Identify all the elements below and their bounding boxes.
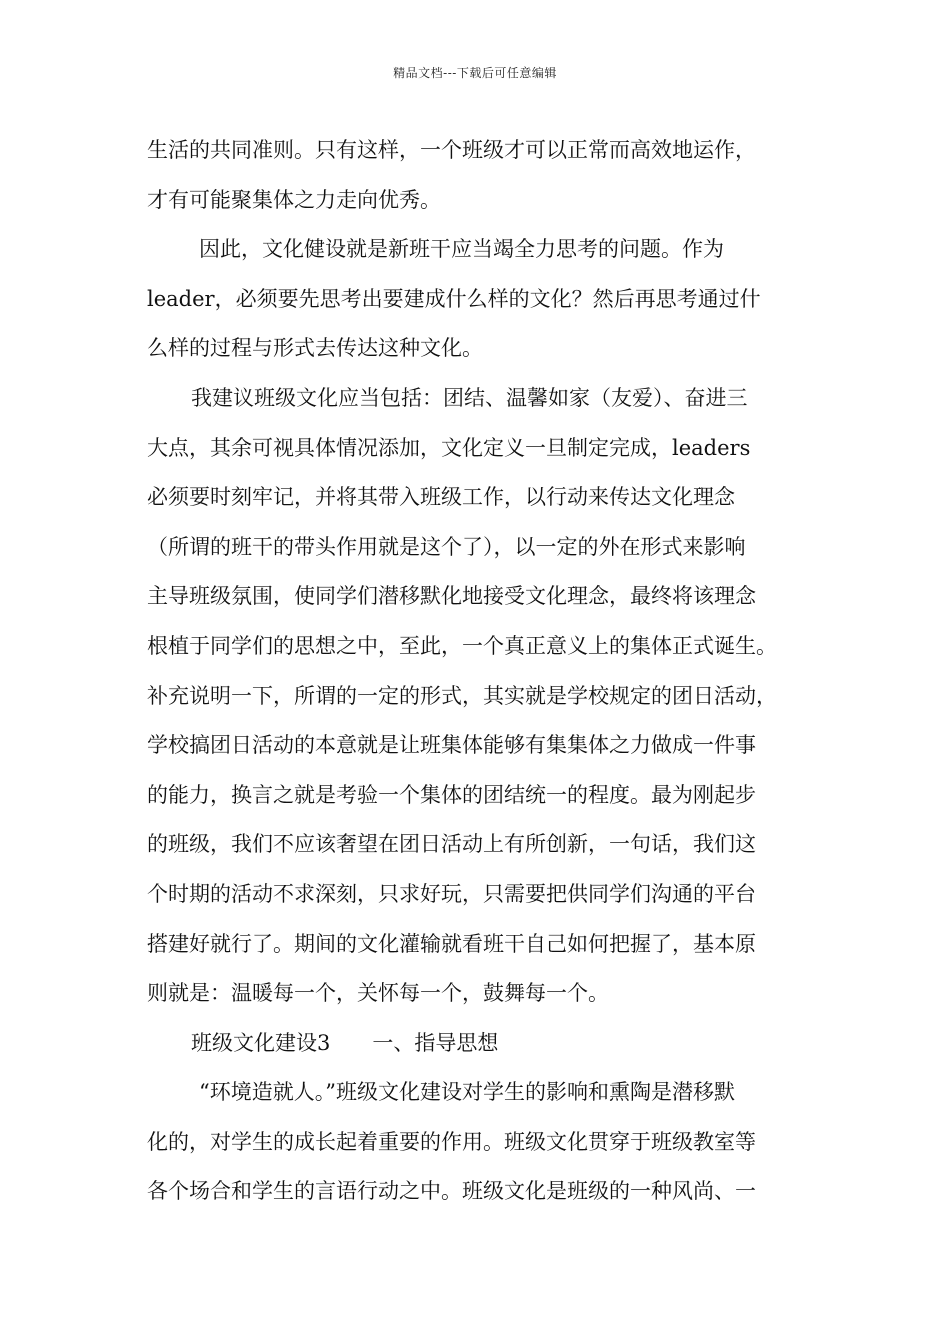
paragraph — [147, 126, 827, 225]
paragraph — [147, 1068, 827, 1217]
section-heading — [147, 1019, 827, 1069]
text-line: 必须要时刻牢记，并将其带入班级工作，以行动来传达文化理念 — [147, 485, 735, 510]
text-line: 么样的过程与形式去传达这种文化。 — [147, 336, 483, 361]
text-line: 学校搞团日活动的本意就是让班集体能够有集集体之力做成一件事 — [147, 733, 756, 758]
text-line: 则就是：温暖每一个，关怀每一个，鼓舞每一个。 — [147, 981, 609, 1006]
text-line: leader，必须要先思考出要建成什么样的文化？然后再思考通过什 — [147, 286, 761, 311]
text-line: 个时期的活动不求深刻，只求好玩，只需要把供同学们沟通的平台 — [147, 881, 756, 906]
page-header: 精品文档---下载后可任意编辑 — [393, 66, 557, 80]
text-line: 才有可能聚集体之力走向优秀。 — [147, 187, 441, 212]
text-line: 的班级，我们不应该奢望在团日活动上有所创新，一句话，我们这 — [147, 832, 756, 857]
text-line: 补充说明一下，所谓的一定的形式，其实就是学校规定的团日活动， — [147, 683, 777, 708]
section-subtitle: 一、指导思想 — [372, 1030, 499, 1055]
text-line: （所谓的班干的带头作用就是这个了），以一定的外在形式来影响 — [147, 534, 746, 559]
section-title: 班级文化建设3 — [191, 1030, 331, 1055]
text-line: “环境造就人。”班级文化建设对学生的影响和熏陶是潜移默 — [199, 1080, 735, 1105]
document-body — [147, 126, 827, 1217]
text-line: 根植于同学们的思想之中，至此，一个真正意义上的集体正式诞生。 — [147, 633, 777, 658]
text-line: 生活的共同准则。只有这样，一个班级才可以正常而高效地运作， — [147, 138, 756, 162]
paragraph — [147, 374, 827, 1019]
text-line: 主导班级氛围，使同学们潜移默化地接受文化理念，最终将该理念 — [147, 584, 756, 609]
text-line: 我建议班级文化应当包括：团结、温馨如家（友爱）、奋进三 — [191, 385, 748, 410]
text-line: 搭建好就行了。期间的文化灌输就看班干自己如何把握了，基本原 — [147, 931, 756, 956]
text-line: 各个场合和学生的言语行动之中。班级文化是班级的一种风尚、一 — [147, 1179, 756, 1204]
paragraph — [147, 225, 827, 374]
text-line: 因此，文化健设就是新班干应当竭全力思考的问题。作为 — [199, 237, 724, 262]
text-line: 大点，其余可视具体情况添加，文化定义一旦制定完成，leaders — [147, 435, 751, 460]
text-line: 化的，对学生的成长起着重要的作用。班级文化贯穿于班级教室等 — [147, 1129, 756, 1154]
text-line: 的能力，换言之就是考验一个集体的团结统一的程度。最为刚起步 — [147, 782, 756, 807]
